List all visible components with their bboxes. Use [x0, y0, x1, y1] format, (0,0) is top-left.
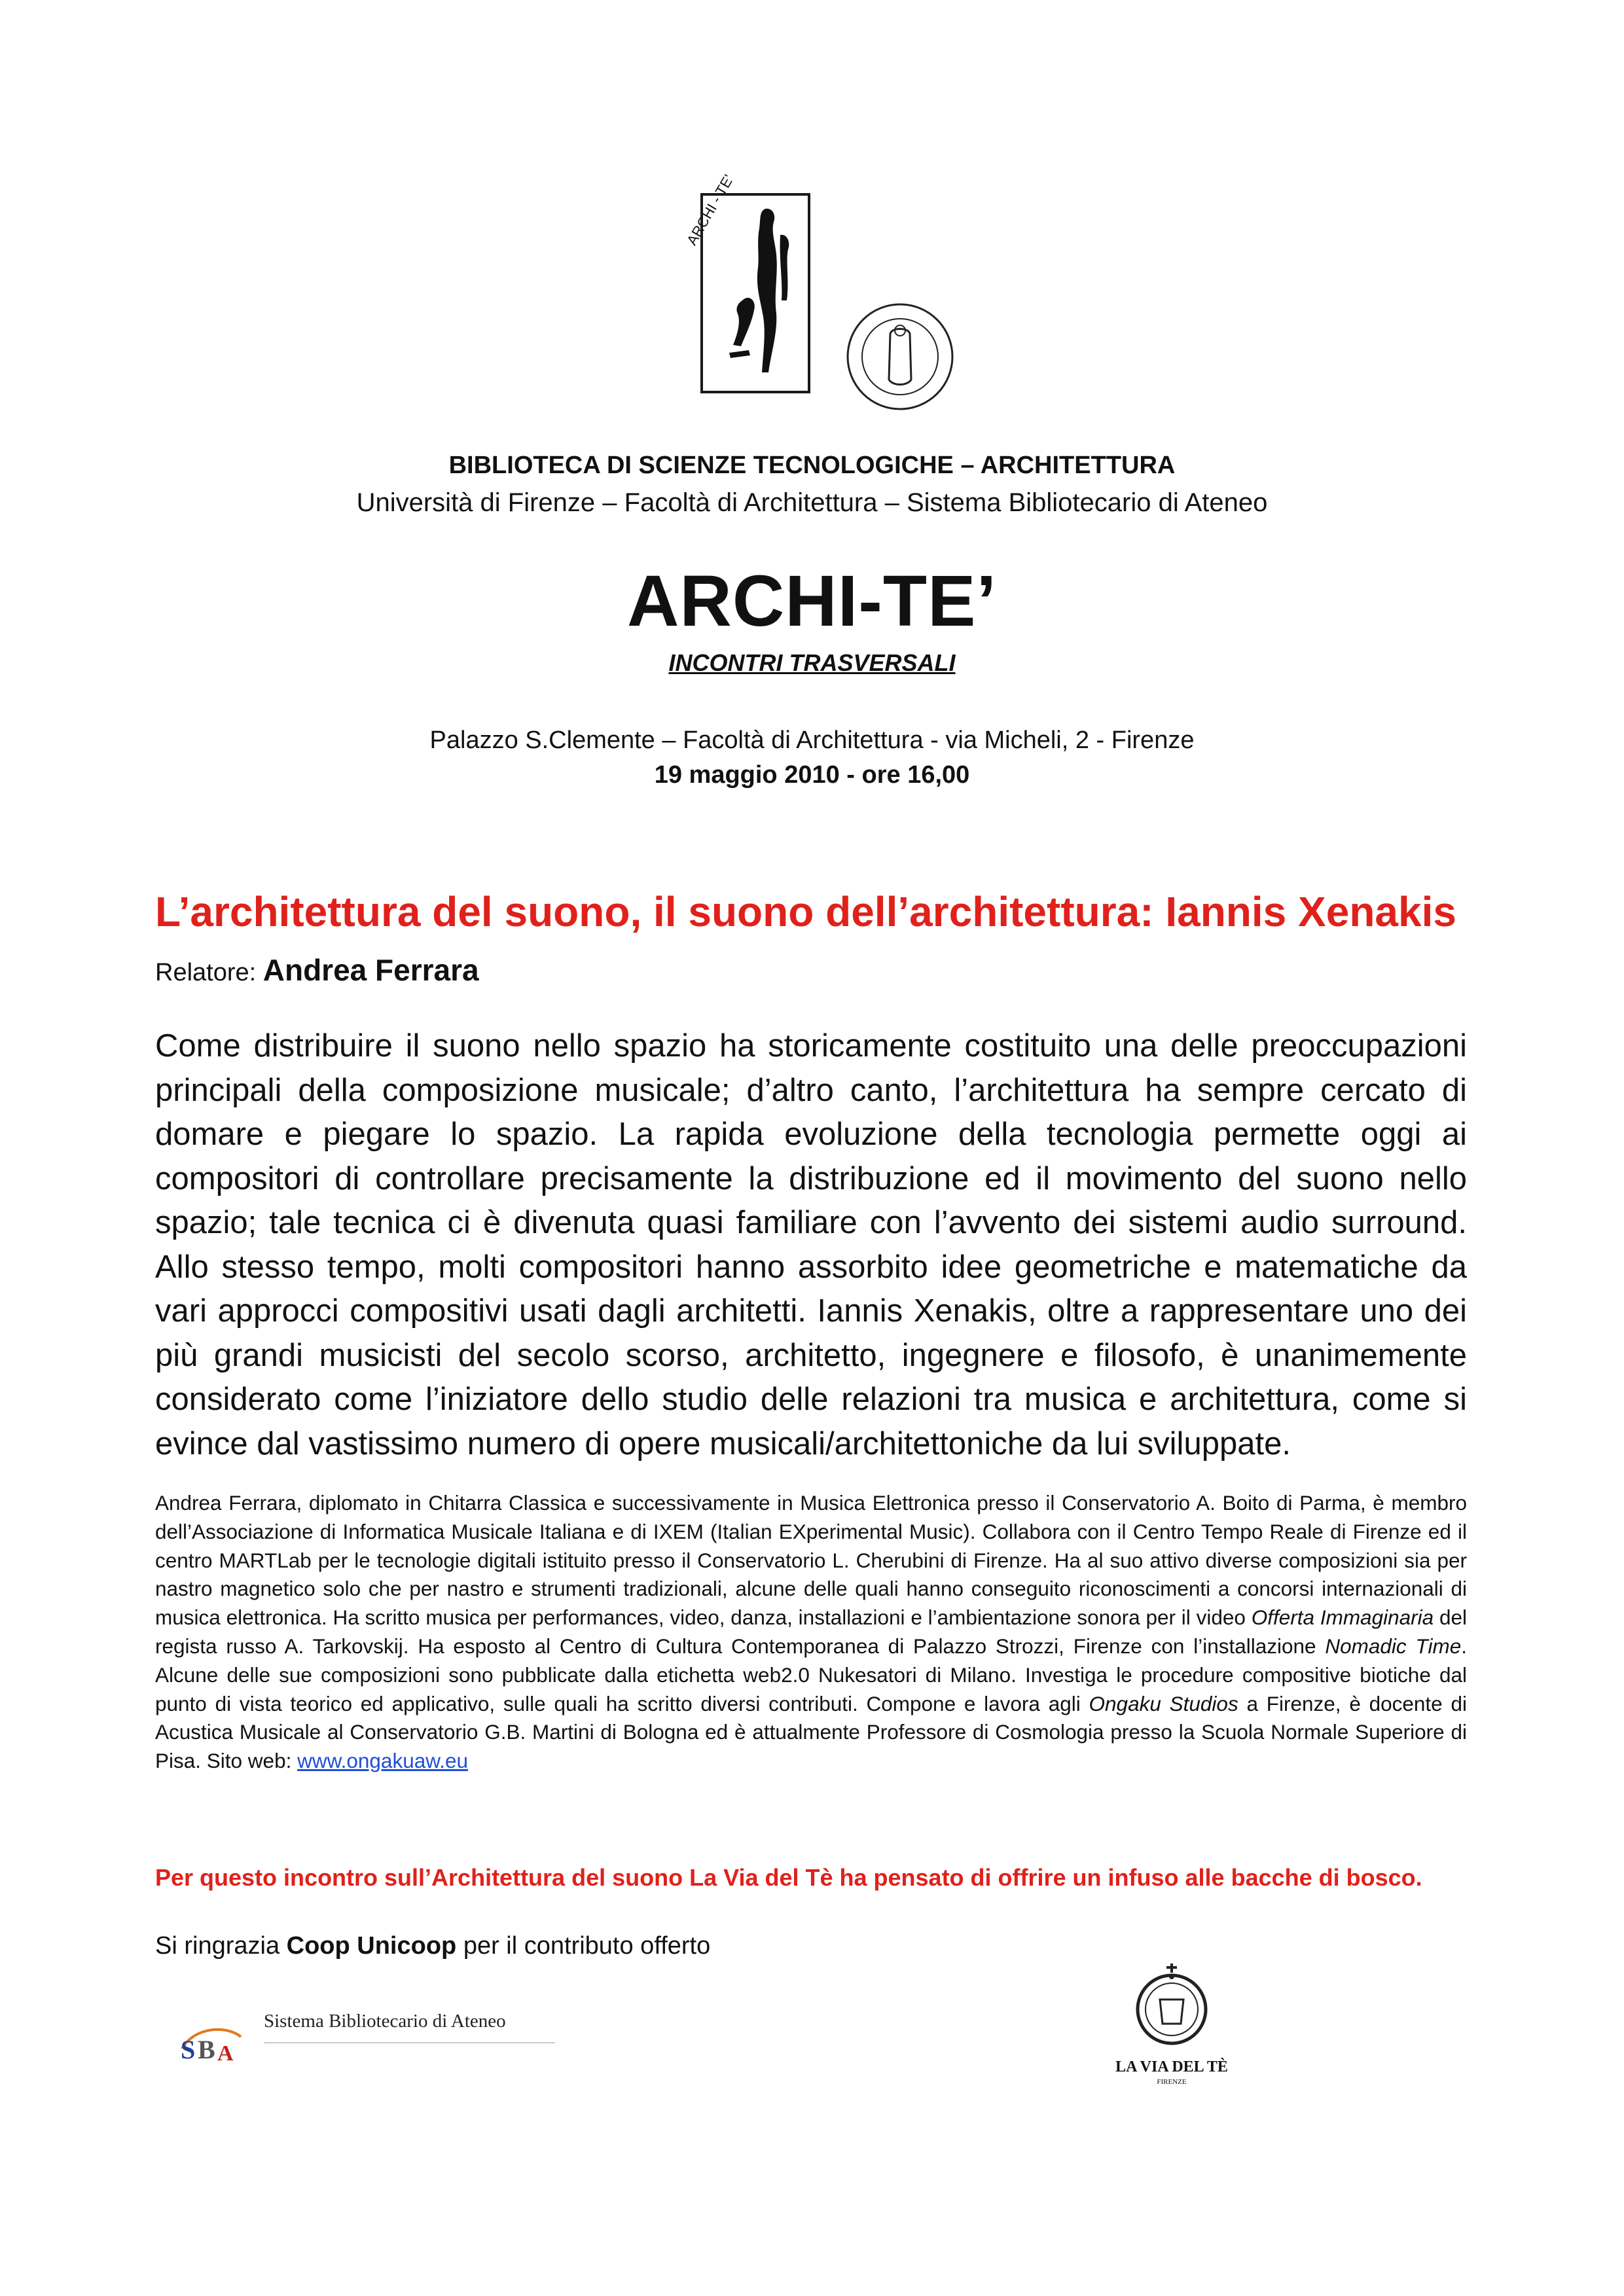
series-title: ARCHI-TE’	[626, 561, 998, 641]
sba-logo-icon	[175, 2022, 247, 2062]
event-venue: Palazzo S.Clemente – Facoltà di Architettura - via Micheli, 2 - Firenze	[429, 726, 1195, 754]
library-subtitle: Università di Firenze – Facoltà di Architettura – Sistema Bibliotecario di Ateneo	[356, 488, 1268, 517]
university-seal	[844, 301, 956, 412]
event-date: 19 maggio 2010 - ore 16,00	[654, 761, 970, 789]
sponsor-name: Coop Unicoop	[286, 1932, 457, 1960]
thanks-line	[155, 1932, 710, 1960]
tea-emblem-icon	[1106, 1950, 1237, 2055]
bio-text-3: . Alcune delle sue composizioni sono pubblicate dalla etichetta web2.0 Nukesatori di Milano. Investiga le procedure compositive biotiche dal punto di vista teorico ed applicativo, sulle quali ha scritto diversi contributi. Compone e lavora agli	[155, 1634, 1467, 1715]
talk-abstract: Come distribuire il suono nello spazio ha storicamente costituito una delle preoccupazioni principali della composizione musicale; d’altro canto, l’architettura ha sempre cercato di domare e piegare lo spazio. La rapida evoluzione della tecnologia permette oggi ai compositori di controllare precisamente la distribuzione ed il movimento del suono nello spazio; tale tecnica ci è divenuta quasi familiare con l’avvento dei sistemi audio surround. Allo stesso tempo, molti compositori hanno assorbito idee geometriche e matematiche da vari approcci compositivi usati dagli architetti. Iannis Xenakis, oltre a rappresentare uno dei più grandi musicisti del secolo scorso, architetto, ingegnere e filosofo, è unanimemente considerato come l’iniziatore dello studio delle relazioni tra musica e architettura, come si evince dal vastissimo numero di opere musicali/architettoniche da lui sviluppate.	[155, 1028, 1467, 1462]
bio-work-2: Nomadic Time	[1325, 1634, 1462, 1658]
sba-name: Sistema Bibliotecario di Ateneo	[264, 2011, 506, 2032]
sba-mark	[175, 2022, 247, 2068]
svg-text:A: A	[217, 2041, 234, 2062]
tea-logo-city: FIRENZE	[1157, 2078, 1187, 2086]
bio-text-1: Andrea Ferrara, diplomato in Chitarra Classica e successivamente in Musica Elettronica presso il Conservatorio A. Boito di Parma, è membro dell’Associazione di Informatica Musicale Italiana e di IXEM (Italian EXperimental Music). Collabora con il Centro Tempo Reale di Firenze ed il centro MARTLab per le tecnologie digitali istituito presso il Conservatorio L. Cherubini di Firenze. Ha al suo attivo diverse composizioni sia per nastro magnetico solo che per nastro e strumenti tradizionali, alcune delle quali hanno conseguito riconoscimenti a concorsi internazionali di musica elettronica. Ha scritto musica per performances, video, danza, installazioni e l’ambientazione sonora per il video	[155, 1491, 1467, 1630]
svg-text:S: S	[181, 2035, 196, 2062]
bio-text-2: del regista russo A. Tarkovskij. Ha esposto al Centro di Cultura Contemporanea di Palazzo Strozzi, Firenze con l’installazione	[155, 1605, 1467, 1658]
logo-text: ARCHI - TE'	[683, 171, 737, 248]
divider	[264, 2042, 555, 2043]
bio-studio: Ongaku Studios	[1089, 1691, 1238, 1715]
walking-figures-icon	[703, 196, 808, 391]
offer-note: Per questo incontro sull’Architettura del suono La Via del Tè ha pensato di offrire un infuso alle bacche di bosco.	[155, 1864, 1422, 1891]
svg-text:B: B	[198, 2035, 215, 2062]
sba-logo	[175, 2009, 555, 2062]
talk-title: L’architettura del suono, il suono dell’architettura: Iannis Xenakis	[155, 888, 1456, 935]
speaker-label: Relatore:	[155, 959, 263, 986]
series-subtitle: INCONTRI TRASVERSALI	[668, 649, 956, 676]
university-seal-icon	[844, 301, 956, 412]
bio-work-1: Offerta Immaginaria	[1251, 1605, 1434, 1630]
speaker-line	[155, 952, 479, 988]
library-name: BIBLIOTECA DI SCIENZE TECNOLOGICHE – ARCHITETTURA	[448, 452, 1176, 479]
archi-te-logo	[683, 171, 810, 393]
bio-text-4: a Firenze, è docente di Acustica Musicale al Conservatorio G.B. Martini di Bologna ed è attualmente Professore di Cosmologia presso la Scuola Normale Superiore di Pisa. Sito web:	[155, 1691, 1467, 1773]
tea-logo-name: LA VIA DEL TÈ	[1115, 2058, 1228, 2075]
thanks-suffix: per il contributo offerto	[456, 1932, 711, 1960]
speaker-bio	[155, 1489, 1467, 1776]
speaker-name: Andrea Ferrara	[262, 953, 479, 987]
website-link[interactable]: www.ongakuaw.eu	[297, 1749, 469, 1773]
thanks-prefix: Si ringrazia	[155, 1932, 287, 1960]
